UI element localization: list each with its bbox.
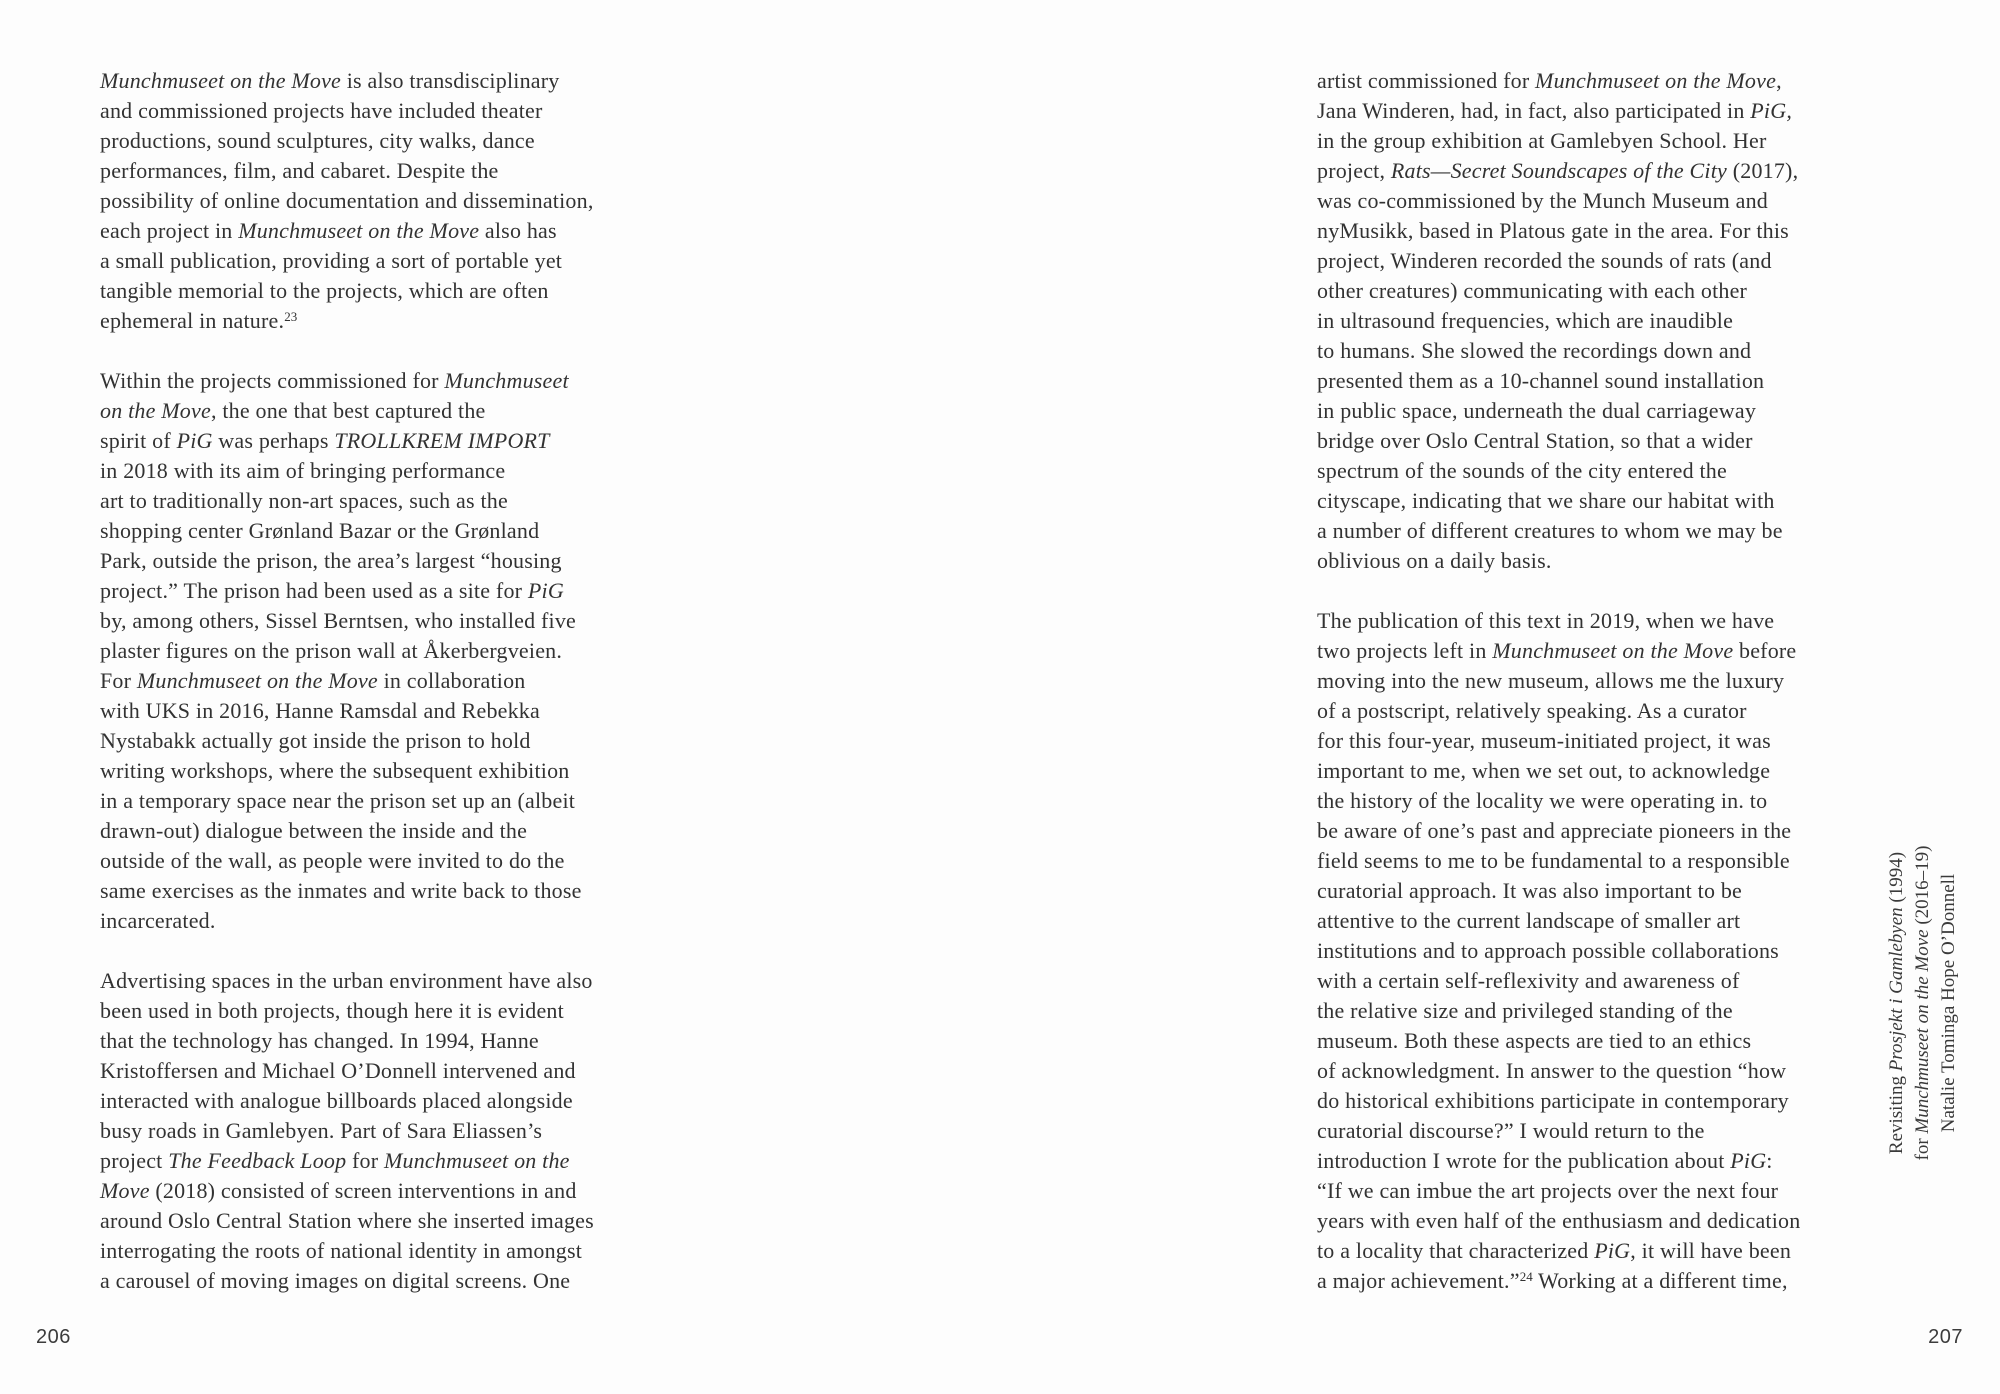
italic-text-run: Munchmuseet [444, 368, 569, 393]
text-line [100, 636, 630, 666]
text-line [100, 186, 630, 216]
paragraph [1884, 823, 1962, 1183]
text-line [1317, 96, 1817, 126]
text-line [1317, 546, 1817, 576]
left-text-column [100, 66, 630, 1296]
text-line [1317, 1206, 1817, 1236]
text-line [1317, 1146, 1817, 1176]
text-run: Working at a different time, [1532, 1268, 1788, 1293]
text-line [100, 126, 630, 156]
text-run: art to traditionally non-art spaces, such as the [100, 488, 508, 513]
text-run: years with even half of the enthusiasm and dedication [1317, 1208, 1801, 1233]
text-line [100, 606, 630, 636]
text-run: bridge over Oslo Central Station, so that a wider [1317, 428, 1753, 453]
text-run: “If we can imbue the art projects over the next four [1317, 1178, 1779, 1203]
text-run: project, [1317, 158, 1391, 183]
text-run: Natalie Tominga Hope O’Donnell [1938, 873, 1959, 1133]
italic-text-run: Munchmuseet on the Move [100, 68, 342, 93]
text-line [1317, 666, 1817, 696]
text-run: tangible memorial to the projects, which are often [100, 278, 549, 303]
text-run: presented them as a 10-channel sound installation [1317, 368, 1765, 393]
text-run: Within the projects commissioned for [100, 368, 445, 393]
text-line [1317, 906, 1817, 936]
text-line [1317, 516, 1817, 546]
text-run: Jana Winderen, had, in fact, also participated in [1317, 98, 1751, 123]
text-line [100, 576, 630, 606]
text-line [100, 546, 630, 576]
text-line [100, 1146, 630, 1176]
text-run: to humans. She slowed the recordings down and [1317, 338, 1752, 363]
italic-text-run: Munchmuseet on the [383, 1148, 570, 1173]
text-run: , the one that best captured the [210, 398, 486, 423]
text-run: (2017), [1727, 158, 1799, 183]
text-run: interrogating the roots of national identity in amongst [100, 1238, 583, 1263]
text-line [100, 756, 630, 786]
text-run: same exercises as the inmates and write back to those [100, 878, 582, 903]
text-run: outside of the wall, as people were invited to do the [100, 848, 565, 873]
text-line [1317, 1116, 1817, 1146]
text-line [1317, 816, 1817, 846]
text-run: Kristoffersen and Michael O’Donnell intervened and [100, 1058, 576, 1083]
text-line [100, 1056, 630, 1086]
text-run: a small publication, providing a sort of portable yet [100, 248, 563, 273]
text-line [100, 366, 630, 396]
text-run: been used in both projects, though here it is evident [100, 998, 564, 1023]
text-run: with a certain self-reflexivity and awareness of [1317, 968, 1740, 993]
text-line [100, 1236, 630, 1266]
text-run: of acknowledgment. In answer to the question “how [1317, 1058, 1787, 1083]
text-run: in 2018 with its aim of bringing performance [100, 458, 506, 483]
text-run: each project in [100, 218, 239, 243]
text-run: two projects left in [1317, 638, 1493, 663]
text-line [100, 486, 630, 516]
text-line [100, 906, 630, 936]
text-line [1936, 823, 1962, 1183]
text-line [1317, 426, 1817, 456]
text-run: plaster figures on the prison wall at Åkerbergveien. [100, 638, 563, 663]
text-line [1317, 1086, 1817, 1116]
paragraph [100, 966, 630, 1296]
text-run: writing workshops, where the subsequent exhibition [100, 758, 570, 783]
text-run: also has [479, 218, 557, 243]
text-line [100, 1026, 630, 1056]
text-run: Advertising spaces in the urban environment have also [100, 968, 593, 993]
text-run: a number of different creatures to whom we may be [1317, 518, 1783, 543]
text-line [1317, 276, 1817, 306]
text-line [100, 156, 630, 186]
text-run: was co-commissioned by the Munch Museum and [1317, 188, 1768, 213]
text-line [1317, 696, 1817, 726]
text-line [1910, 823, 1936, 1183]
text-run: productions, sound sculptures, city walks, dance [100, 128, 535, 153]
text-run: in a temporary space near the prison set up an (albeit [100, 788, 576, 813]
text-line [1317, 1236, 1817, 1266]
text-run: drawn-out) dialogue between the inside and the [100, 818, 528, 843]
paragraph [1317, 606, 1817, 1296]
text-run: institutions and to approach possible collaborations [1317, 938, 1779, 963]
text-line [100, 726, 630, 756]
italic-text-run: PiG [1730, 1148, 1767, 1173]
text-line [100, 216, 630, 246]
text-run: Nystabakk actually got inside the prison to hold [100, 728, 531, 753]
text-run: oblivious on a daily basis. [1317, 548, 1552, 573]
text-line [1317, 306, 1817, 336]
text-run: project, Winderen recorded the sounds of rats (and [1317, 248, 1772, 273]
text-run: other creatures) communicating with each other [1317, 278, 1748, 303]
text-line [100, 966, 630, 996]
text-run: Park, outside the prison, the area’s largest “housing [100, 548, 562, 573]
text-run: be aware of one’s past and appreciate pioneers in the [1317, 818, 1792, 843]
text-run: performances, film, and cabaret. Despite the [100, 158, 499, 183]
text-run: a major achievement.” [1317, 1268, 1520, 1293]
text-line [1317, 936, 1817, 966]
text-line [1317, 786, 1817, 816]
italic-text-run: Munchmuseet on the Move [1912, 929, 1933, 1134]
text-line [1317, 606, 1817, 636]
text-line [1317, 486, 1817, 516]
text-line [100, 1266, 630, 1296]
text-run: the history of the locality we were operating in. to [1317, 788, 1768, 813]
text-run: spirit of [100, 428, 177, 453]
text-run: by, among others, Sissel Berntsen, who installed five [100, 608, 576, 633]
text-line [1317, 186, 1817, 216]
text-line [1317, 1026, 1817, 1056]
text-line [100, 426, 630, 456]
paragraph [100, 66, 630, 336]
text-run: spectrum of the sounds of the city entered the [1317, 458, 1727, 483]
text-run: do historical exhibitions participate in contemporary [1317, 1088, 1789, 1113]
italic-text-run: Munchmuseet on the Move [238, 218, 480, 243]
text-run: the relative size and privileged standing of the [1317, 998, 1733, 1023]
text-line [1317, 1176, 1817, 1206]
text-line [1317, 216, 1817, 246]
text-run: (2018) consisted of screen interventions in and [149, 1178, 577, 1203]
italic-text-run: Move [100, 1178, 150, 1203]
text-run: , it will have been [1630, 1238, 1792, 1263]
text-run: with UKS in 2016, Hanne Ramsdal and Rebekka [100, 698, 540, 723]
text-run: attentive to the current landscape of smaller art [1317, 908, 1741, 933]
text-line [1317, 66, 1817, 96]
text-run: , [1776, 68, 1782, 93]
italic-text-run: The Feedback Loop [168, 1148, 347, 1173]
right-text-column [1317, 66, 1817, 1296]
italic-text-run: Prosjekt i Gamlebyen [1886, 907, 1907, 1072]
paragraph [100, 366, 630, 936]
text-run: project.” The prison had been used as a site for [100, 578, 528, 603]
text-line [100, 1086, 630, 1116]
text-run: important to me, when we set out, to acknowledge [1317, 758, 1771, 783]
text-line [1317, 846, 1817, 876]
text-run: project [100, 1148, 169, 1173]
text-line [100, 96, 630, 126]
text-line [100, 516, 630, 546]
text-run: possibility of online documentation and dissemination, [100, 188, 594, 213]
text-run: in collaboration [377, 668, 526, 693]
text-line [100, 1176, 630, 1206]
text-line [100, 876, 630, 906]
text-line [100, 276, 630, 306]
text-run: busy roads in Gamlebyen. Part of Sara Eliassen’s [100, 1118, 543, 1143]
text-run: in ultrasound frequencies, which are inaudible [1317, 308, 1734, 333]
text-line [1884, 823, 1910, 1183]
text-line [1317, 336, 1817, 366]
text-run: that the technology has changed. In 1994, Hanne [100, 1028, 539, 1053]
text-run: around Oslo Central Station where she inserted images [100, 1208, 594, 1233]
italic-text-run: PiG [1594, 1238, 1631, 1263]
text-run: (1994) [1886, 851, 1907, 908]
text-line [1317, 456, 1817, 486]
paragraph [1317, 66, 1817, 576]
text-line [100, 1116, 630, 1146]
text-run: field seems to me to be fundamental to a responsible [1317, 848, 1790, 873]
italic-text-run: Munchmuseet on the Move [136, 668, 378, 693]
footnote-reference: 23 [284, 309, 298, 324]
text-run: incarcerated. [100, 908, 216, 933]
italic-text-run: on the Move [100, 398, 211, 423]
text-run: moving into the new museum, allows me the luxury [1317, 668, 1785, 693]
text-run: nyMusikk, based in Platous gate in the area. For this [1317, 218, 1789, 243]
text-line [100, 306, 630, 336]
text-line [100, 456, 630, 486]
text-run: cityscape, indicating that we share our habitat with [1317, 488, 1775, 513]
footnote-reference: 24 [1519, 1269, 1533, 1284]
italic-text-run: PiG, [1750, 98, 1793, 123]
text-run: is also transdisciplinary [341, 68, 560, 93]
text-line [1317, 246, 1817, 276]
text-run: artist commissioned for [1317, 68, 1536, 93]
text-run: introduction I wrote for the publication about [1317, 1148, 1731, 1173]
text-line [1317, 1266, 1817, 1296]
text-run: shopping center Grønland Bazar or the Grønland [100, 518, 540, 543]
text-run: ephemeral in nature. [100, 308, 285, 333]
page-number-right: 207 [1928, 1326, 1963, 1348]
text-run: Revisiting [1886, 1071, 1907, 1155]
text-run: (2016–19) [1912, 845, 1933, 930]
text-run: before [1733, 638, 1797, 663]
text-line [1317, 996, 1817, 1026]
text-run: and commissioned projects have included theater [100, 98, 543, 123]
text-line [100, 66, 630, 96]
text-run: The publication of this text in 2019, when we have [1317, 608, 1775, 633]
text-line [1317, 756, 1817, 786]
text-line [100, 696, 630, 726]
text-run: curatorial discourse?” I would return to the [1317, 1118, 1705, 1143]
text-line [1317, 1056, 1817, 1086]
text-line [1317, 726, 1817, 756]
page-number-left: 206 [36, 1326, 71, 1348]
italic-text-run: Munchmuseet on the Move [1492, 638, 1734, 663]
text-run: museum. Both these aspects are tied to an ethics [1317, 1028, 1752, 1053]
text-line [1317, 396, 1817, 426]
text-line [100, 786, 630, 816]
text-line [1317, 366, 1817, 396]
text-run: : [1766, 1148, 1773, 1173]
text-run: For [100, 668, 137, 693]
text-run: to a locality that characterized [1317, 1238, 1595, 1263]
text-line [100, 246, 630, 276]
text-run: of a postscript, relatively speaking. As a curator [1317, 698, 1747, 723]
text-run: in the group exhibition at Gamlebyen School. Her [1317, 128, 1767, 153]
text-run: curatorial approach. It was also important to be [1317, 878, 1743, 903]
text-run: interacted with analogue billboards placed alongside [100, 1088, 573, 1113]
text-line [100, 846, 630, 876]
italic-text-run: Munchmuseet on the Move [1535, 68, 1777, 93]
text-run: for [1912, 1133, 1933, 1161]
italic-text-run: TROLLKREM IMPORT [334, 428, 550, 453]
italic-text-run: PiG [176, 428, 213, 453]
text-line [100, 1206, 630, 1236]
text-line [100, 996, 630, 1026]
text-run: a carousel of moving images on digital screens. One [100, 1268, 571, 1293]
text-run: for [346, 1148, 384, 1173]
text-line [1317, 876, 1817, 906]
text-line [1317, 156, 1817, 186]
text-line [100, 396, 630, 426]
text-line [100, 816, 630, 846]
text-run: in public space, underneath the dual carriageway [1317, 398, 1757, 423]
text-run: was perhaps [212, 428, 335, 453]
text-line [1317, 966, 1817, 996]
text-line [1317, 126, 1817, 156]
sidebar-running-title [1884, 823, 1962, 1183]
italic-text-run: Rats—Secret Soundscapes of the City [1390, 158, 1728, 183]
text-run: for this four-year, museum-initiated project, it was [1317, 728, 1771, 753]
text-line [1317, 636, 1817, 666]
italic-text-run: PiG [527, 578, 564, 603]
text-line [100, 666, 630, 696]
